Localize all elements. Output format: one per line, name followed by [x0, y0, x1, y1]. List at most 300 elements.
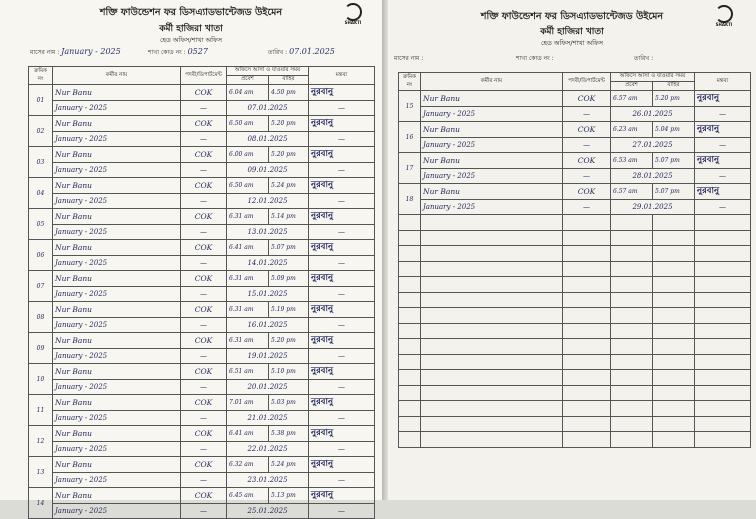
- post-cell: COK: [563, 122, 611, 138]
- post-dash-cell: —: [563, 199, 611, 215]
- out-time-cell: 5.20 pm: [269, 116, 309, 132]
- post-dash-cell: —: [181, 348, 227, 364]
- attendance-row: [399, 91, 751, 107]
- post-dash-cell: —: [563, 106, 611, 122]
- remark-dash-cell: —: [309, 503, 375, 519]
- month-cell: January - 2025: [53, 286, 181, 302]
- post-cell: COK: [181, 302, 227, 318]
- blank-cell: [421, 246, 563, 262]
- blank-cell: [421, 215, 563, 231]
- month-cell: January - 2025: [421, 106, 563, 122]
- post-dash-cell: —: [181, 131, 227, 147]
- out-time-cell: 5.04 pm: [653, 122, 695, 138]
- date-cell: 14.01.2025: [227, 255, 309, 271]
- month-cell: January - 2025: [421, 137, 563, 153]
- blank-cell: [695, 339, 751, 355]
- month-field: [30, 47, 121, 58]
- blank-cell: [399, 385, 421, 401]
- blank-cell: [421, 308, 563, 324]
- blank-row: [399, 385, 751, 401]
- blank-row: [399, 261, 751, 277]
- signature-cell: নুরবানু: [309, 85, 375, 101]
- month-cell: January - 2025: [53, 503, 181, 519]
- attendance-subrow: [399, 168, 751, 184]
- blank-cell: [563, 385, 611, 401]
- serial-cell: 17: [399, 153, 421, 184]
- blank-cell: [399, 246, 421, 262]
- name-cell: Nur Banu: [53, 178, 181, 194]
- out-time-cell: 5.03 pm: [269, 395, 309, 411]
- signature-cell: নুরবানু: [309, 116, 375, 132]
- blank-cell: [653, 308, 695, 324]
- date-cell: 15.01.2025: [227, 286, 309, 302]
- blank-row: [399, 323, 751, 339]
- post-cell: COK: [563, 184, 611, 200]
- blank-cell: [399, 230, 421, 246]
- name-cell: Nur Banu: [421, 184, 563, 200]
- in-time-cell: 6.57 am: [611, 91, 653, 107]
- serial-cell: 01: [29, 85, 53, 116]
- attendance-subrow: [29, 224, 375, 240]
- remark-dash-cell: —: [695, 137, 751, 153]
- name-cell: Nur Banu: [421, 153, 563, 169]
- name-cell: Nur Banu: [53, 457, 181, 473]
- month-cell: January - 2025: [53, 131, 181, 147]
- name-cell: Nur Banu: [53, 426, 181, 442]
- right-page: [388, 0, 756, 500]
- signature-cell: নুরবানু: [309, 147, 375, 163]
- month-cell: January - 2025: [53, 379, 181, 395]
- out-time-cell: 4.50 pm: [269, 85, 309, 101]
- name-cell: Nur Banu: [53, 395, 181, 411]
- blank-cell: [695, 416, 751, 432]
- serial-cell: 16: [399, 122, 421, 153]
- out-time-cell: 5.14 pm: [269, 209, 309, 225]
- signature-cell: নুরবানু: [695, 122, 751, 138]
- attendance-row: [29, 85, 375, 101]
- blank-cell: [653, 261, 695, 277]
- branch-field: [516, 53, 554, 64]
- blank-cell: [695, 401, 751, 417]
- blank-cell: [611, 277, 653, 293]
- blank-cell: [563, 246, 611, 262]
- col-sign: মন্তব্য: [309, 67, 375, 85]
- blank-cell: [695, 354, 751, 370]
- blank-cell: [421, 230, 563, 246]
- serial-cell: 14: [29, 488, 53, 519]
- col-in: প্রবেশ: [227, 76, 269, 85]
- attendance-subrow: [29, 286, 375, 302]
- branch-label: শাখা কোড নং :: [148, 49, 186, 56]
- col-sign: মন্তব্য: [695, 73, 751, 91]
- attendance-subrow: [399, 106, 751, 122]
- blank-cell: [653, 292, 695, 308]
- blank-row: [399, 401, 751, 417]
- month-cell: January - 2025: [53, 100, 181, 116]
- post-dash-cell: —: [181, 286, 227, 302]
- post-cell: COK: [181, 426, 227, 442]
- date-cell: 09.01.2025: [227, 162, 309, 178]
- blank-cell: [399, 401, 421, 417]
- post-cell: COK: [181, 85, 227, 101]
- remark-dash-cell: —: [309, 348, 375, 364]
- blank-row: [399, 370, 751, 386]
- blank-row: [399, 308, 751, 324]
- blank-cell: [695, 432, 751, 448]
- attendance-subrow: [29, 441, 375, 457]
- month-cell: January - 2025: [53, 317, 181, 333]
- in-time-cell: 6.31 am: [227, 271, 269, 287]
- blank-cell: [563, 261, 611, 277]
- in-time-cell: 6.00 am: [227, 147, 269, 163]
- in-time-cell: 6.04 am: [227, 85, 269, 101]
- out-time-cell: 5.07 pm: [653, 153, 695, 169]
- blank-cell: [563, 277, 611, 293]
- post-cell: COK: [181, 240, 227, 256]
- org-title: শক্তি ফাউন্ডেশন ফর ডিসএ্যাডভান্টেজড উইমেন: [99, 7, 283, 18]
- col-post: পদবী/ডিপার্টমেন্ট: [181, 67, 227, 85]
- serial-cell: 03: [29, 147, 53, 178]
- remark-dash-cell: —: [309, 255, 375, 271]
- blank-cell: [399, 432, 421, 448]
- blank-cell: [695, 246, 751, 262]
- attendance-row: [399, 184, 751, 200]
- remark-dash-cell: —: [309, 162, 375, 178]
- blank-cell: [611, 230, 653, 246]
- blank-cell: [421, 339, 563, 355]
- col-time: অফিসে আসা ও যাওয়ার সময়: [227, 67, 309, 76]
- name-cell: Nur Banu: [421, 122, 563, 138]
- remark-dash-cell: —: [695, 168, 751, 184]
- attendance-row: [29, 302, 375, 318]
- attendance-row: [29, 364, 375, 380]
- remark-dash-cell: —: [309, 379, 375, 395]
- month-cell: January - 2025: [53, 441, 181, 457]
- signature-cell: নুরবানু: [309, 457, 375, 473]
- name-cell: Nur Banu: [53, 240, 181, 256]
- in-time-cell: 6.31 am: [227, 302, 269, 318]
- blank-cell: [611, 385, 653, 401]
- col-serial: ক্রমিক নং: [29, 67, 53, 85]
- name-cell: Nur Banu: [53, 116, 181, 132]
- month-cell: January - 2025: [53, 410, 181, 426]
- signature-cell: নুরবানু: [309, 240, 375, 256]
- blank-cell: [611, 292, 653, 308]
- in-time-cell: 6.31 am: [227, 209, 269, 225]
- blank-cell: [611, 261, 653, 277]
- signature-cell: নুরবানু: [309, 271, 375, 287]
- blank-cell: [421, 354, 563, 370]
- col-name: কর্মীর নাম: [53, 67, 181, 85]
- in-time-cell: 6.31 am: [227, 333, 269, 349]
- blank-row: [399, 277, 751, 293]
- blank-cell: [563, 339, 611, 355]
- signature-cell: নুরবানু: [309, 395, 375, 411]
- attendance-subrow: [29, 131, 375, 147]
- post-cell: COK: [181, 364, 227, 380]
- serial-cell: 02: [29, 116, 53, 147]
- blank-cell: [695, 230, 751, 246]
- blank-cell: [563, 215, 611, 231]
- remark-dash-cell: —: [309, 193, 375, 209]
- blank-cell: [653, 246, 695, 262]
- in-time-cell: 6.45 am: [227, 488, 269, 504]
- col-out: বাহির: [653, 82, 695, 91]
- post-dash-cell: —: [181, 193, 227, 209]
- post-cell: COK: [181, 488, 227, 504]
- blank-cell: [653, 215, 695, 231]
- attendance-row: [29, 209, 375, 225]
- post-dash-cell: —: [181, 472, 227, 488]
- month-cell: January - 2025: [53, 162, 181, 178]
- blank-cell: [421, 370, 563, 386]
- blank-cell: [653, 432, 695, 448]
- blank-row: [399, 354, 751, 370]
- month-cell: January - 2025: [421, 199, 563, 215]
- blank-cell: [421, 432, 563, 448]
- month-cell: January - 2025: [53, 472, 181, 488]
- signature-cell: নুরবানু: [309, 426, 375, 442]
- month-cell: January - 2025: [53, 193, 181, 209]
- out-time-cell: 5.38 pm: [269, 426, 309, 442]
- date-cell: 25.01.2025: [227, 503, 309, 519]
- in-time-cell: 6.41 am: [227, 426, 269, 442]
- date-value: 07.01.2025: [289, 47, 335, 56]
- post-dash-cell: —: [181, 255, 227, 271]
- blank-cell: [695, 323, 751, 339]
- office-subtitle: হেড অফিস/শাখা অফিস: [159, 36, 223, 44]
- name-cell: Nur Banu: [53, 209, 181, 225]
- out-time-cell: 5.20 pm: [653, 91, 695, 107]
- post-dash-cell: —: [563, 137, 611, 153]
- blank-cell: [653, 230, 695, 246]
- post-dash-cell: —: [181, 410, 227, 426]
- date-cell: 28.01.2025: [611, 168, 695, 184]
- attendance-row: [29, 488, 375, 504]
- blank-cell: [563, 292, 611, 308]
- remark-dash-cell: —: [695, 106, 751, 122]
- col-serial: ক্রমিক নং: [399, 73, 421, 91]
- blank-cell: [653, 370, 695, 386]
- blank-cell: [653, 416, 695, 432]
- serial-cell: 08: [29, 302, 53, 333]
- name-cell: Nur Banu: [53, 364, 181, 380]
- name-cell: Nur Banu: [421, 91, 563, 107]
- serial-cell: 09: [29, 333, 53, 364]
- date-cell: 16.01.2025: [227, 317, 309, 333]
- register-title: কর্মী হাজিরা খাতা: [540, 27, 604, 37]
- blank-cell: [653, 354, 695, 370]
- out-time-cell: 5.24 pm: [269, 178, 309, 194]
- blank-cell: [399, 339, 421, 355]
- blank-row: [399, 246, 751, 262]
- blank-cell: [399, 308, 421, 324]
- attendance-row: [29, 240, 375, 256]
- date-cell: 20.01.2025: [227, 379, 309, 395]
- attendance-subrow: [29, 348, 375, 364]
- signature-cell: নুরবানু: [309, 302, 375, 318]
- month-value: January - 2025: [61, 47, 121, 56]
- attendance-row: [29, 457, 375, 473]
- date-field: [634, 53, 653, 64]
- attendance-row: [399, 122, 751, 138]
- in-time-cell: 6.50 am: [227, 116, 269, 132]
- blank-cell: [611, 308, 653, 324]
- attendance-subrow: [29, 255, 375, 271]
- attendance-subrow: [29, 503, 375, 519]
- blank-cell: [695, 215, 751, 231]
- blank-cell: [563, 401, 611, 417]
- blank-cell: [611, 339, 653, 355]
- blank-cell: [695, 308, 751, 324]
- month-field: [394, 53, 423, 64]
- month-cell: January - 2025: [53, 348, 181, 364]
- blank-row: [399, 432, 751, 448]
- post-dash-cell: —: [181, 441, 227, 457]
- logo-text: SHAKTI: [344, 20, 362, 25]
- date-cell: 07.01.2025: [227, 100, 309, 116]
- register-title: কর্মী হাজিরা খাতা: [159, 24, 223, 34]
- in-time-cell: 6.50 am: [227, 178, 269, 194]
- remark-dash-cell: —: [695, 199, 751, 215]
- branch-value: 0527: [187, 47, 208, 56]
- blank-cell: [611, 416, 653, 432]
- blank-cell: [421, 277, 563, 293]
- attendance-row: [29, 116, 375, 132]
- post-cell: COK: [181, 271, 227, 287]
- blank-cell: [421, 292, 563, 308]
- attendance-subrow: [399, 199, 751, 215]
- post-cell: COK: [181, 147, 227, 163]
- date-cell: 27.01.2025: [611, 137, 695, 153]
- attendance-subrow: [29, 410, 375, 426]
- blank-cell: [563, 230, 611, 246]
- date-cell: 13.01.2025: [227, 224, 309, 240]
- attendance-subrow: [29, 100, 375, 116]
- blank-cell: [611, 354, 653, 370]
- col-post: পদবী/ডিপার্টমেন্ট: [563, 73, 611, 91]
- remark-dash-cell: —: [309, 224, 375, 240]
- blank-cell: [421, 401, 563, 417]
- post-dash-cell: —: [181, 224, 227, 240]
- in-time-cell: 6.51 am: [227, 364, 269, 380]
- out-time-cell: 5.24 pm: [269, 457, 309, 473]
- post-dash-cell: —: [181, 162, 227, 178]
- attendance-subrow: [29, 193, 375, 209]
- blank-cell: [399, 416, 421, 432]
- post-cell: COK: [563, 91, 611, 107]
- name-cell: Nur Banu: [53, 302, 181, 318]
- attendance-subrow: [29, 162, 375, 178]
- blank-cell: [611, 370, 653, 386]
- post-dash-cell: —: [181, 317, 227, 333]
- blank-cell: [653, 277, 695, 293]
- attendance-row: [29, 147, 375, 163]
- blank-cell: [563, 354, 611, 370]
- serial-cell: 12: [29, 426, 53, 457]
- serial-cell: 05: [29, 209, 53, 240]
- post-dash-cell: —: [181, 100, 227, 116]
- signature-cell: নুরবানু: [309, 364, 375, 380]
- post-cell: COK: [181, 457, 227, 473]
- blank-cell: [611, 323, 653, 339]
- post-dash-cell: —: [563, 168, 611, 184]
- post-cell: COK: [181, 395, 227, 411]
- post-cell: COK: [181, 333, 227, 349]
- blank-cell: [653, 401, 695, 417]
- blank-cell: [695, 277, 751, 293]
- date-cell: 21.01.2025: [227, 410, 309, 426]
- date-cell: 08.01.2025: [227, 131, 309, 147]
- serial-cell: 18: [399, 184, 421, 215]
- blank-cell: [653, 339, 695, 355]
- date-cell: 19.01.2025: [227, 348, 309, 364]
- serial-cell: 06: [29, 240, 53, 271]
- serial-cell: 10: [29, 364, 53, 395]
- blank-row: [399, 215, 751, 231]
- blank-row: [399, 230, 751, 246]
- blank-row: [399, 292, 751, 308]
- blank-cell: [695, 261, 751, 277]
- remark-dash-cell: —: [309, 100, 375, 116]
- post-dash-cell: —: [181, 503, 227, 519]
- signature-cell: নুরবানু: [309, 178, 375, 194]
- attendance-subrow: [29, 317, 375, 333]
- signature-cell: নুরবানু: [695, 184, 751, 200]
- out-time-cell: 5.20 pm: [269, 147, 309, 163]
- remark-dash-cell: —: [309, 410, 375, 426]
- in-time-cell: 7.01 am: [227, 395, 269, 411]
- attendance-subrow: [29, 472, 375, 488]
- date-label: তারিখ :: [634, 55, 654, 62]
- blank-cell: [399, 277, 421, 293]
- logo-text: SHAKTI: [715, 22, 733, 27]
- blank-cell: [611, 246, 653, 262]
- signature-cell: নুরবানু: [309, 488, 375, 504]
- date-cell: 12.01.2025: [227, 193, 309, 209]
- post-dash-cell: —: [181, 379, 227, 395]
- office-subtitle: হেড অফিস/শাখা অফিস: [540, 39, 604, 47]
- month-label: মাসের নাম :: [30, 49, 60, 56]
- out-time-cell: 5.07 pm: [653, 184, 695, 200]
- blank-cell: [563, 432, 611, 448]
- attendance-row: [29, 395, 375, 411]
- month-label: মাসের নাম :: [394, 55, 424, 62]
- out-time-cell: 5.09 pm: [269, 271, 309, 287]
- out-time-cell: 5.13 pm: [269, 488, 309, 504]
- date-cell: 22.01.2025: [227, 441, 309, 457]
- attendance-table-left: [28, 66, 375, 519]
- remark-dash-cell: —: [309, 317, 375, 333]
- post-cell: COK: [181, 116, 227, 132]
- blank-cell: [399, 292, 421, 308]
- blank-cell: [695, 292, 751, 308]
- attendance-row: [29, 426, 375, 442]
- post-cell: COK: [181, 209, 227, 225]
- col-in: প্রবেশ: [611, 82, 653, 91]
- in-time-cell: 6.23 am: [611, 122, 653, 138]
- serial-cell: 15: [399, 91, 421, 122]
- month-cell: January - 2025: [53, 255, 181, 271]
- blank-cell: [563, 370, 611, 386]
- blank-cell: [611, 401, 653, 417]
- date-cell: 29.01.2025: [611, 199, 695, 215]
- serial-cell: 07: [29, 271, 53, 302]
- signature-cell: নুরবানু: [695, 153, 751, 169]
- date-cell: 23.01.2025: [227, 472, 309, 488]
- date-label: তারিখ :: [268, 49, 288, 56]
- blank-cell: [563, 323, 611, 339]
